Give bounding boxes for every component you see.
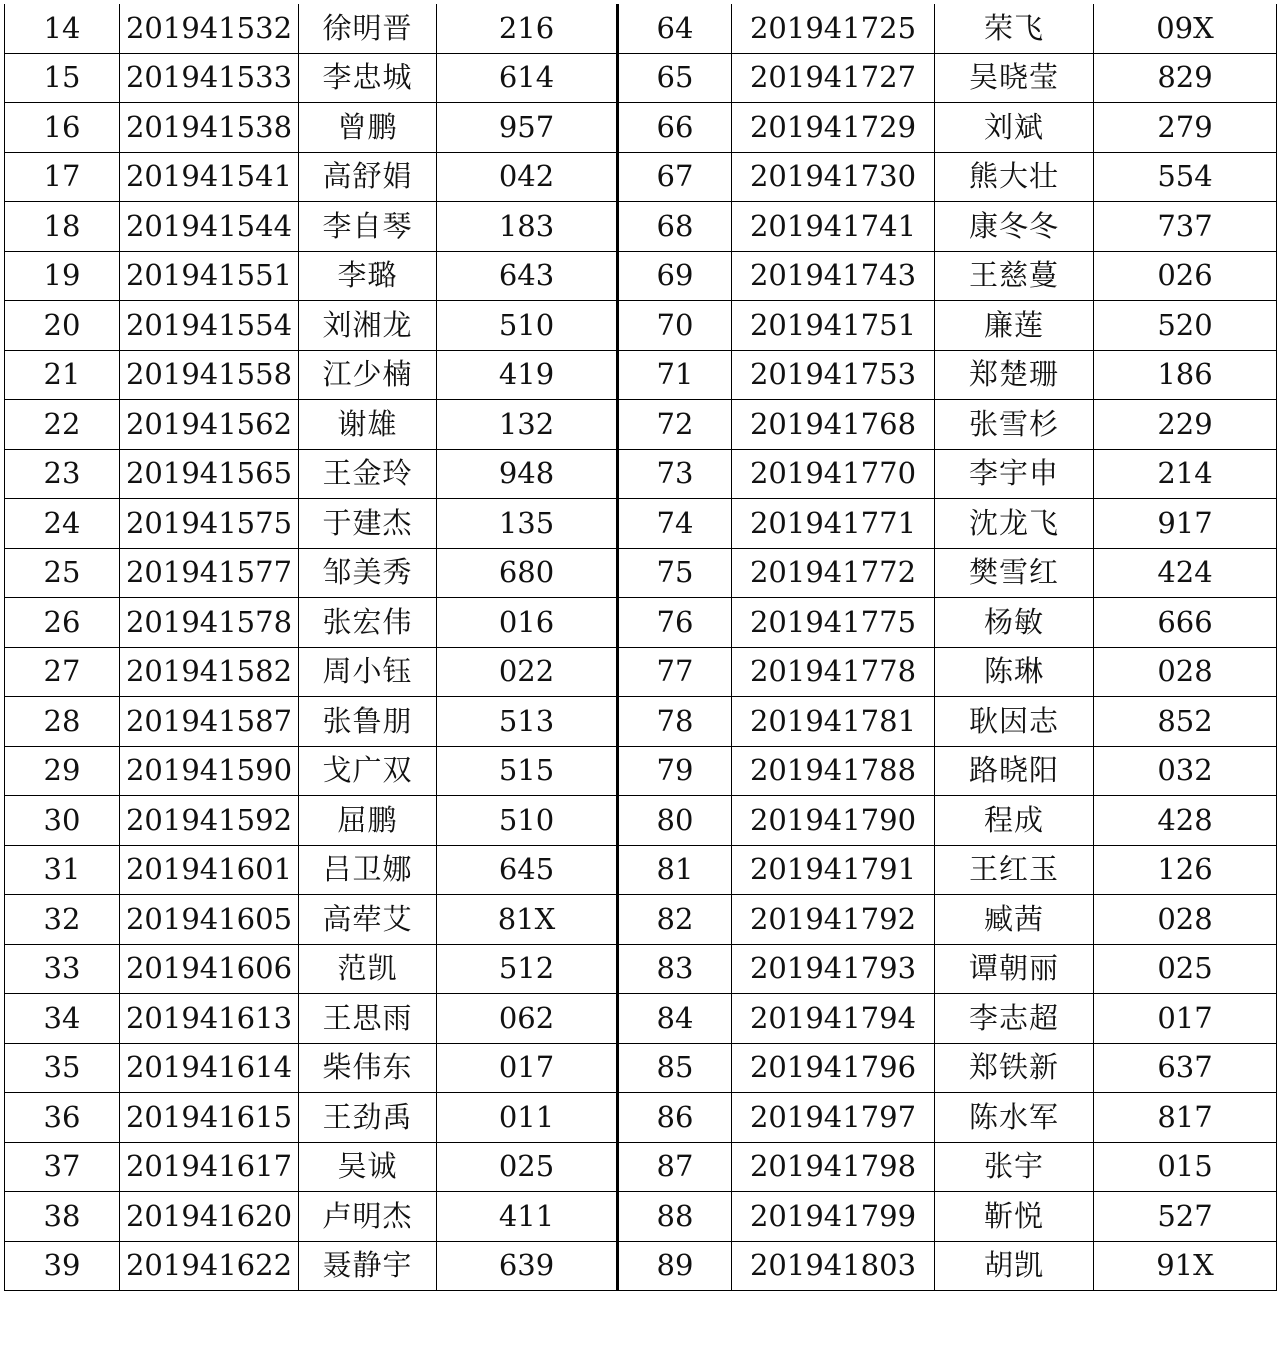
right-student-id-cell: 201941794 (732, 994, 935, 1044)
table-row (5, 697, 1277, 747)
left-name-cell: 邹美秀 (299, 548, 437, 598)
right-seq-cell: 70 (618, 301, 732, 351)
left-student-id-cell: 201941622 (120, 1241, 299, 1291)
table-row (5, 202, 1277, 252)
left-code-cell: 216 (437, 4, 618, 53)
right-student-id-cell: 201941792 (732, 895, 935, 945)
left-seq-cell: 25 (5, 548, 120, 598)
right-student-id-cell: 201941741 (732, 202, 935, 252)
right-name-cell: 陈水军 (935, 1093, 1094, 1143)
right-seq-cell: 64 (618, 4, 732, 53)
right-code-cell: 817 (1094, 1093, 1277, 1143)
right-seq-cell: 85 (618, 1043, 732, 1093)
right-student-id-cell: 201941791 (732, 845, 935, 895)
right-code-cell: 527 (1094, 1192, 1277, 1242)
left-student-id-cell: 201941533 (120, 53, 299, 103)
left-name-cell: 王思雨 (299, 994, 437, 1044)
right-code-cell: 028 (1094, 895, 1277, 945)
right-name-cell: 刘斌 (935, 103, 1094, 153)
table-row (5, 994, 1277, 1044)
left-code-cell: 017 (437, 1043, 618, 1093)
table-row (5, 152, 1277, 202)
left-code-cell: 614 (437, 53, 618, 103)
left-name-cell: 卢明杰 (299, 1192, 437, 1242)
left-name-cell: 张宏伟 (299, 598, 437, 648)
right-student-id-cell: 201941772 (732, 548, 935, 598)
right-name-cell: 李志超 (935, 994, 1094, 1044)
left-name-cell: 吴诚 (299, 1142, 437, 1192)
left-seq-cell: 28 (5, 697, 120, 747)
right-name-cell: 吴晓莹 (935, 53, 1094, 103)
left-code-cell: 645 (437, 845, 618, 895)
right-student-id-cell: 201941797 (732, 1093, 935, 1143)
right-seq-cell: 65 (618, 53, 732, 103)
left-name-cell: 李忠城 (299, 53, 437, 103)
left-student-id-cell: 201941575 (120, 499, 299, 549)
left-student-id-cell: 201941554 (120, 301, 299, 351)
left-code-cell: 81X (437, 895, 618, 945)
left-seq-cell: 15 (5, 53, 120, 103)
right-student-id-cell: 201941799 (732, 1192, 935, 1242)
right-student-id-cell: 201941727 (732, 53, 935, 103)
right-student-id-cell: 201941798 (732, 1142, 935, 1192)
left-name-cell: 戈广双 (299, 746, 437, 796)
right-name-cell: 谭朝丽 (935, 944, 1094, 994)
right-student-id-cell: 201941768 (732, 400, 935, 450)
table-row (5, 845, 1277, 895)
left-student-id-cell: 201941577 (120, 548, 299, 598)
right-seq-cell: 83 (618, 944, 732, 994)
right-student-id-cell: 201941751 (732, 301, 935, 351)
left-student-id-cell: 201941615 (120, 1093, 299, 1143)
table-row (5, 301, 1277, 351)
left-seq-cell: 32 (5, 895, 120, 945)
right-student-id-cell: 201941771 (732, 499, 935, 549)
table-row (5, 350, 1277, 400)
table-row (5, 944, 1277, 994)
right-seq-cell: 73 (618, 449, 732, 499)
left-seq-cell: 29 (5, 746, 120, 796)
left-seq-cell: 35 (5, 1043, 120, 1093)
roster-table (4, 4, 1277, 1291)
right-code-cell: 852 (1094, 697, 1277, 747)
left-name-cell: 周小钰 (299, 647, 437, 697)
right-student-id-cell: 201941775 (732, 598, 935, 648)
left-seq-cell: 17 (5, 152, 120, 202)
right-seq-cell: 78 (618, 697, 732, 747)
right-seq-cell: 80 (618, 796, 732, 846)
table-row (5, 548, 1277, 598)
right-name-cell: 程成 (935, 796, 1094, 846)
right-seq-cell: 82 (618, 895, 732, 945)
left-seq-cell: 22 (5, 400, 120, 450)
right-name-cell: 康冬冬 (935, 202, 1094, 252)
left-student-id-cell: 201941541 (120, 152, 299, 202)
left-name-cell: 吕卫娜 (299, 845, 437, 895)
right-seq-cell: 66 (618, 103, 732, 153)
table-row (5, 1043, 1277, 1093)
left-name-cell: 高舒娟 (299, 152, 437, 202)
left-seq-cell: 23 (5, 449, 120, 499)
right-seq-cell: 89 (618, 1241, 732, 1291)
right-seq-cell: 74 (618, 499, 732, 549)
left-name-cell: 徐明晋 (299, 4, 437, 53)
right-name-cell: 郑楚珊 (935, 350, 1094, 400)
left-code-cell: 419 (437, 350, 618, 400)
right-code-cell: 424 (1094, 548, 1277, 598)
right-code-cell: 028 (1094, 647, 1277, 697)
left-student-id-cell: 201941538 (120, 103, 299, 153)
right-name-cell: 路晓阳 (935, 746, 1094, 796)
left-name-cell: 王劲禹 (299, 1093, 437, 1143)
left-code-cell: 411 (437, 1192, 618, 1242)
right-student-id-cell: 201941803 (732, 1241, 935, 1291)
left-student-id-cell: 201941558 (120, 350, 299, 400)
right-code-cell: 91X (1094, 1241, 1277, 1291)
left-seq-cell: 14 (5, 4, 120, 53)
left-seq-cell: 16 (5, 103, 120, 153)
right-code-cell: 126 (1094, 845, 1277, 895)
right-seq-cell: 77 (618, 647, 732, 697)
right-name-cell: 郑铁新 (935, 1043, 1094, 1093)
left-name-cell: 柴伟东 (299, 1043, 437, 1093)
left-code-cell: 513 (437, 697, 618, 747)
right-seq-cell: 71 (618, 350, 732, 400)
left-seq-cell: 20 (5, 301, 120, 351)
left-name-cell: 刘湘龙 (299, 301, 437, 351)
left-student-id-cell: 201941587 (120, 697, 299, 747)
right-code-cell: 554 (1094, 152, 1277, 202)
right-code-cell: 666 (1094, 598, 1277, 648)
right-seq-cell: 88 (618, 1192, 732, 1242)
left-seq-cell: 39 (5, 1241, 120, 1291)
left-code-cell: 132 (437, 400, 618, 450)
right-seq-cell: 87 (618, 1142, 732, 1192)
right-name-cell: 王慈蔓 (935, 251, 1094, 301)
left-name-cell: 屈鹏 (299, 796, 437, 846)
left-name-cell: 曾鹏 (299, 103, 437, 153)
table-row (5, 400, 1277, 450)
left-code-cell: 042 (437, 152, 618, 202)
left-code-cell: 515 (437, 746, 618, 796)
right-student-id-cell: 201941793 (732, 944, 935, 994)
right-seq-cell: 81 (618, 845, 732, 895)
right-code-cell: 017 (1094, 994, 1277, 1044)
right-student-id-cell: 201941788 (732, 746, 935, 796)
right-name-cell: 樊雪红 (935, 548, 1094, 598)
left-student-id-cell: 201941601 (120, 845, 299, 895)
right-seq-cell: 79 (618, 746, 732, 796)
left-code-cell: 025 (437, 1142, 618, 1192)
left-seq-cell: 33 (5, 944, 120, 994)
left-student-id-cell: 201941578 (120, 598, 299, 648)
table-row (5, 1192, 1277, 1242)
right-code-cell: 637 (1094, 1043, 1277, 1093)
right-code-cell: 015 (1094, 1142, 1277, 1192)
left-seq-cell: 27 (5, 647, 120, 697)
right-name-cell: 杨敏 (935, 598, 1094, 648)
right-name-cell: 李宇申 (935, 449, 1094, 499)
left-student-id-cell: 201941582 (120, 647, 299, 697)
left-seq-cell: 36 (5, 1093, 120, 1143)
right-code-cell: 214 (1094, 449, 1277, 499)
right-seq-cell: 67 (618, 152, 732, 202)
table-row (5, 251, 1277, 301)
table-row (5, 895, 1277, 945)
left-name-cell: 范凯 (299, 944, 437, 994)
roster-body (5, 4, 1277, 1291)
left-student-id-cell: 201941590 (120, 746, 299, 796)
table-row (5, 499, 1277, 549)
right-code-cell: 428 (1094, 796, 1277, 846)
table-row (5, 796, 1277, 846)
left-code-cell: 022 (437, 647, 618, 697)
left-code-cell: 016 (437, 598, 618, 648)
left-student-id-cell: 201941620 (120, 1192, 299, 1242)
left-student-id-cell: 201941605 (120, 895, 299, 945)
table-row (5, 4, 1277, 53)
right-name-cell: 廉莲 (935, 301, 1094, 351)
right-name-cell: 陈琳 (935, 647, 1094, 697)
right-name-cell: 臧茜 (935, 895, 1094, 945)
left-code-cell: 948 (437, 449, 618, 499)
right-seq-cell: 86 (618, 1093, 732, 1143)
left-student-id-cell: 201941613 (120, 994, 299, 1044)
left-student-id-cell: 201941532 (120, 4, 299, 53)
table-row (5, 449, 1277, 499)
table-row (5, 103, 1277, 153)
left-name-cell: 张鲁朋 (299, 697, 437, 747)
left-seq-cell: 21 (5, 350, 120, 400)
right-student-id-cell: 201941778 (732, 647, 935, 697)
left-code-cell: 135 (437, 499, 618, 549)
left-seq-cell: 18 (5, 202, 120, 252)
right-student-id-cell: 201941790 (732, 796, 935, 846)
right-code-cell: 829 (1094, 53, 1277, 103)
left-student-id-cell: 201941565 (120, 449, 299, 499)
right-name-cell: 熊大壮 (935, 152, 1094, 202)
left-code-cell: 011 (437, 1093, 618, 1143)
right-name-cell: 耿因志 (935, 697, 1094, 747)
roster-sheet (4, 4, 1276, 1291)
right-code-cell: 520 (1094, 301, 1277, 351)
left-code-cell: 639 (437, 1241, 618, 1291)
right-name-cell: 张宇 (935, 1142, 1094, 1192)
right-name-cell: 荣飞 (935, 4, 1094, 53)
right-name-cell: 胡凯 (935, 1241, 1094, 1291)
right-student-id-cell: 201941770 (732, 449, 935, 499)
left-student-id-cell: 201941544 (120, 202, 299, 252)
right-code-cell: 186 (1094, 350, 1277, 400)
right-name-cell: 靳悦 (935, 1192, 1094, 1242)
table-row (5, 746, 1277, 796)
left-seq-cell: 26 (5, 598, 120, 648)
left-name-cell: 李璐 (299, 251, 437, 301)
right-seq-cell: 75 (618, 548, 732, 598)
right-student-id-cell: 201941743 (732, 251, 935, 301)
right-code-cell: 917 (1094, 499, 1277, 549)
left-student-id-cell: 201941617 (120, 1142, 299, 1192)
right-code-cell: 026 (1094, 251, 1277, 301)
left-seq-cell: 37 (5, 1142, 120, 1192)
right-code-cell: 279 (1094, 103, 1277, 153)
left-seq-cell: 34 (5, 994, 120, 1044)
right-seq-cell: 76 (618, 598, 732, 648)
left-seq-cell: 24 (5, 499, 120, 549)
left-seq-cell: 31 (5, 845, 120, 895)
left-student-id-cell: 201941551 (120, 251, 299, 301)
table-row (5, 647, 1277, 697)
right-student-id-cell: 201941796 (732, 1043, 935, 1093)
left-code-cell: 510 (437, 796, 618, 846)
right-seq-cell: 84 (618, 994, 732, 1044)
right-code-cell: 032 (1094, 746, 1277, 796)
table-row (5, 1241, 1277, 1291)
left-name-cell: 李自琴 (299, 202, 437, 252)
right-code-cell: 229 (1094, 400, 1277, 450)
table-row (5, 53, 1277, 103)
left-code-cell: 062 (437, 994, 618, 1044)
left-code-cell: 680 (437, 548, 618, 598)
left-seq-cell: 38 (5, 1192, 120, 1242)
left-seq-cell: 19 (5, 251, 120, 301)
left-name-cell: 王金玲 (299, 449, 437, 499)
left-student-id-cell: 201941592 (120, 796, 299, 846)
left-code-cell: 643 (437, 251, 618, 301)
left-code-cell: 510 (437, 301, 618, 351)
left-student-id-cell: 201941562 (120, 400, 299, 450)
left-code-cell: 957 (437, 103, 618, 153)
right-student-id-cell: 201941730 (732, 152, 935, 202)
left-student-id-cell: 201941614 (120, 1043, 299, 1093)
right-seq-cell: 72 (618, 400, 732, 450)
right-seq-cell: 68 (618, 202, 732, 252)
table-row (5, 1142, 1277, 1192)
left-code-cell: 183 (437, 202, 618, 252)
right-seq-cell: 69 (618, 251, 732, 301)
right-student-id-cell: 201941729 (732, 103, 935, 153)
right-student-id-cell: 201941725 (732, 4, 935, 53)
left-name-cell: 江少楠 (299, 350, 437, 400)
left-name-cell: 高荦艾 (299, 895, 437, 945)
right-name-cell: 沈龙飞 (935, 499, 1094, 549)
table-row (5, 598, 1277, 648)
right-code-cell: 09X (1094, 4, 1277, 53)
left-name-cell: 于建杰 (299, 499, 437, 549)
right-name-cell: 张雪杉 (935, 400, 1094, 450)
table-row (5, 1093, 1277, 1143)
left-code-cell: 512 (437, 944, 618, 994)
left-student-id-cell: 201941606 (120, 944, 299, 994)
right-student-id-cell: 201941753 (732, 350, 935, 400)
left-name-cell: 谢雄 (299, 400, 437, 450)
right-code-cell: 025 (1094, 944, 1277, 994)
right-student-id-cell: 201941781 (732, 697, 935, 747)
right-code-cell: 737 (1094, 202, 1277, 252)
left-name-cell: 聂静宇 (299, 1241, 437, 1291)
left-seq-cell: 30 (5, 796, 120, 846)
right-name-cell: 王红玉 (935, 845, 1094, 895)
